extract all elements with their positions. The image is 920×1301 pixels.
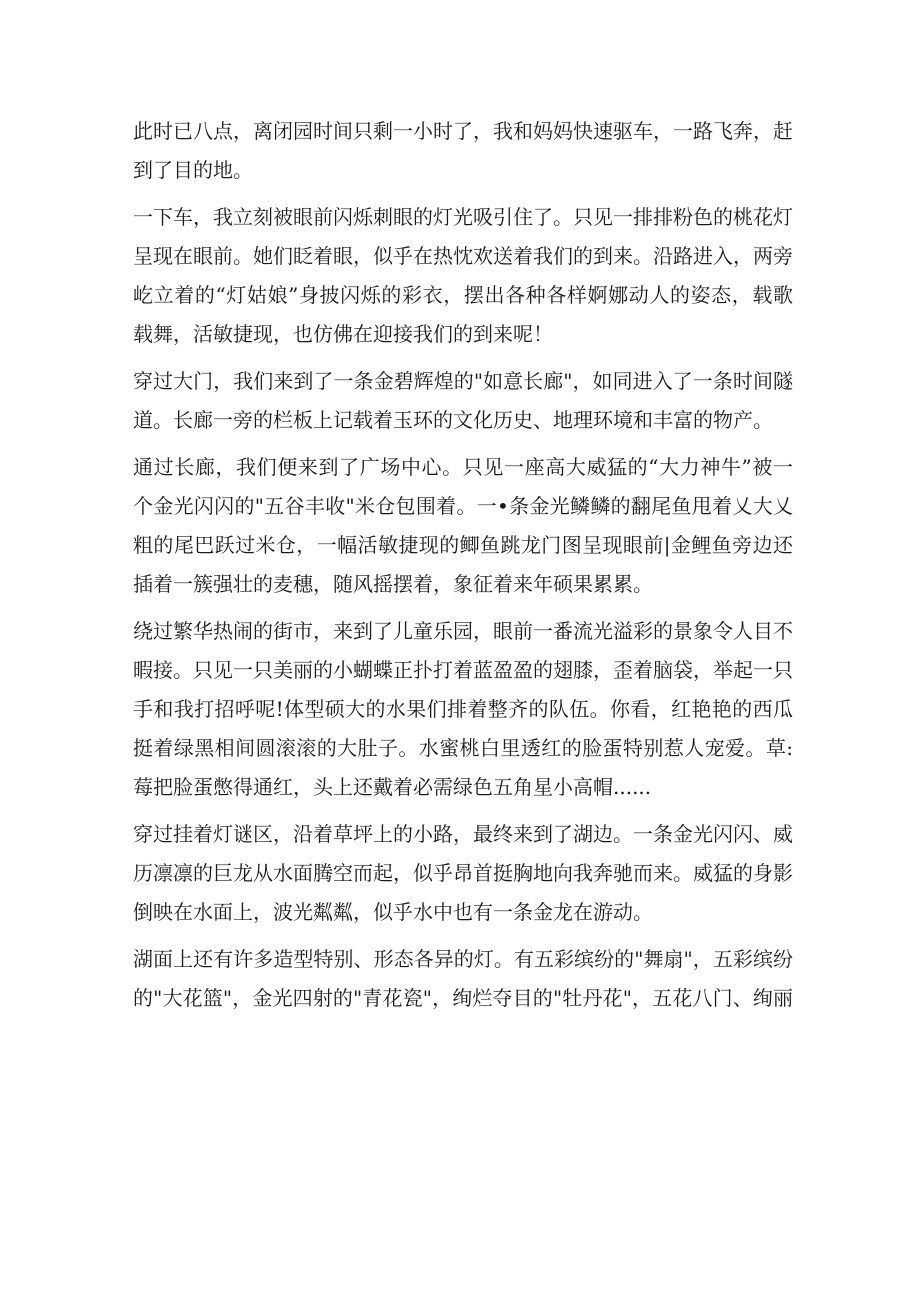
paragraph-line: 呈现在眼前。她们眨着眼，似乎在热忱欢送着我们的到来。沿路进入，两旁 — [133, 244, 793, 268]
paragraph-6 — [133, 815, 793, 932]
paragraph-line: 道。长廊一旁的栏板上记载着玉环的文化历史、地理环境和丰富的物产。 — [133, 408, 773, 432]
document-body — [133, 112, 793, 1026]
paragraph-5 — [133, 612, 793, 807]
paragraph-line: 莓把脸蛋憋得通红，头上还戴着必需绿色五角星小高帽...... — [133, 775, 652, 799]
paragraph-line: 插着一簇强壮的麦穗，随风摇摆着，象征着来年硕果累累。 — [133, 572, 653, 596]
paragraph-7 — [133, 940, 793, 1018]
paragraph-line: 手和我打招呼呢!体型硕大的水果们排着整齐的队伍。你看，红艳艳的西瓜 — [133, 697, 793, 721]
paragraph-line: 一下车，我立刻被眼前闪烁刺眼的灯光吸引住了。只见一排排粉色的桃花灯 — [133, 205, 793, 229]
paragraph-line: 历凛凛的巨龙从水面腾空而起，似乎昂首挺胸地向我奔驰而来。威猛的身影 — [133, 861, 793, 885]
paragraph-line: 的"大花篮"，金光四射的"青花瓷"，绚烂夺目的"牡丹花"，五花八门、绚丽 — [133, 986, 793, 1010]
paragraph-line: 穿过挂着灯谜区，沿着草坪上的小路，最终来到了湖边。一条金光闪闪、威 — [133, 822, 793, 846]
paragraph-line: 此时已八点，离闭园时间只剩一小时了，我和妈妈快速驱车，一路飞奔，赶 — [133, 119, 793, 143]
paragraph-line: 挺着绿黑相间圆滚滚的大肚子。水蜜桃白里透红的脸蛋特别惹人宠爱。草: — [133, 736, 793, 760]
paragraph-line: 暇接。只见一只美丽的小蝴蝶正扑打着蓝盈盈的翅膝，歪着脑袋，举起一只 — [133, 658, 793, 682]
paragraph-line: 湖面上还有许多造型特别、形态各异的灯。有五彩缤纷的"舞扇"，五彩缤纷 — [133, 947, 793, 971]
paragraph-2 — [133, 198, 793, 354]
paragraph-line: 个金光闪闪的"五谷丰收"米仓包围着。一•条金光鳞鳞的翻尾鱼甩着乂大乂 — [133, 494, 793, 518]
paragraph-line: 到了目的地。 — [133, 158, 253, 182]
paragraph-line: 绕过繁华热闹的街市，来到了儿童乐园，眼前一番流光溢彩的景象令人目不 — [133, 619, 793, 643]
paragraph-line: 通过长廊，我们便来到了广场中心。只见一座高大威猛的“大力神牛”被一 — [133, 455, 793, 479]
paragraph-line: 载舞，活敏捷现，也仿佛在迎接我们的到来呢！ — [133, 322, 553, 346]
paragraph-3 — [133, 362, 793, 440]
paragraph-line: 倒映在水面上，波光粼粼，似乎水中也有一条金龙在游动。 — [133, 900, 653, 924]
paragraph-line: 穿过大门，我们来到了一条金碧辉煌的"如意长廊"，如同进入了一条时间隧 — [133, 369, 793, 393]
paragraph-1 — [133, 112, 793, 190]
paragraph-line: 屹立着的“灯姑娘”身披闪烁的彩衣，摆出各种各样婀娜动人的姿态，载歌 — [133, 283, 793, 307]
paragraph-4 — [133, 448, 793, 604]
paragraph-line: 粗的尾巴跃过米仓，一幅活敏捷现的鲫鱼跳龙门图呈现眼前|金鲤鱼旁边还 — [133, 533, 793, 557]
